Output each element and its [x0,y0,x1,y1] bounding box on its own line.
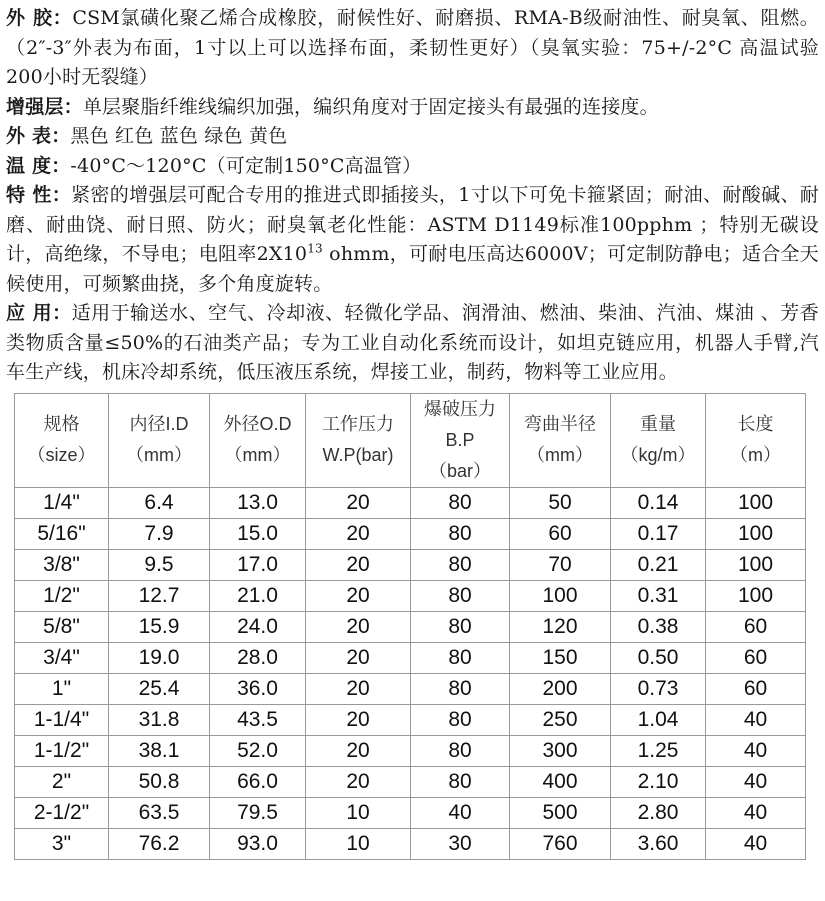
cell-bend-radius: 200 [510,673,611,704]
cell-weight: 0.73 [611,673,706,704]
application-text: 适用于输送水、空气、冷却液、轻微化学品、润滑油、燃油、柴油、汽油、煤油 、芳香类物质含量≤50%的石油类产品；专为工业自动化系统而设计，如坦克链应用，机器人手臂,汽车生产线，机床冷却系统，低压液压系统，焊接工业，制药，物料等工业应用。 [6,302,820,383]
cell-length: 100 [706,487,806,518]
cell-weight: 1.25 [611,735,706,766]
cell-inner-diameter: 31.8 [109,704,210,735]
cell-length: 60 [706,611,806,642]
cell-bend-radius: 250 [510,704,611,735]
header-size: 规格 （size） [15,393,109,487]
header-outer-diameter: 外径O.D （mm） [210,393,306,487]
application-label: 应 用： [6,302,72,324]
features-text-a: 紧密的增强层可配合专用的推进式即插接头，1寸以下可免卡箍紧固；耐油、耐酸碱、耐磨、耐曲饶、耐日照、防火；耐臭氧老化性能：ASTM D1149标准100pphm ；特别无碳设计，高绝缘，不导电；电阻率2X10 [6,184,820,265]
cell-burst-pressure: 80 [411,549,510,580]
cell-inner-diameter: 6.4 [109,487,210,518]
cell-outer-diameter: 66.0 [210,766,306,797]
header-length: 长度 （m） [706,393,806,487]
cell-inner-diameter: 38.1 [109,735,210,766]
cell-inner-diameter: 19.0 [109,642,210,673]
cell-length: 100 [706,549,806,580]
header-working-pressure: 工作压力 W.P(bar) [306,393,411,487]
cell-working-pressure: 20 [306,642,411,673]
cell-length: 40 [706,828,806,859]
cell-working-pressure: 20 [306,518,411,549]
cell-burst-pressure: 80 [411,642,510,673]
cell-bend-radius: 50 [510,487,611,518]
cell-working-pressure: 20 [306,580,411,611]
cell-bend-radius: 760 [510,828,611,859]
cell-size: 2-1/2" [15,797,109,828]
cell-length: 40 [706,735,806,766]
table-row [15,642,806,673]
header-burst-pressure: 爆破压力 B.P （bar） [411,393,510,487]
cell-bend-radius: 500 [510,797,611,828]
temperature-paragraph [6,152,819,182]
surface-paragraph [6,122,819,152]
table-row [15,828,806,859]
table-row [15,673,806,704]
cell-size: 1/2" [15,580,109,611]
cell-burst-pressure: 80 [411,518,510,549]
cell-bend-radius: 60 [510,518,611,549]
cell-outer-diameter: 21.0 [210,580,306,611]
cell-working-pressure: 20 [306,673,411,704]
cell-weight: 0.50 [611,642,706,673]
cell-working-pressure: 20 [306,549,411,580]
table-row [15,735,806,766]
header-bend-radius: 弯曲半径 （mm） [510,393,611,487]
cell-outer-diameter: 43.5 [210,704,306,735]
cell-burst-pressure: 80 [411,580,510,611]
cell-weight: 1.04 [611,704,706,735]
cell-outer-diameter: 28.0 [210,642,306,673]
table-row [15,518,806,549]
cell-burst-pressure: 80 [411,611,510,642]
table-row [15,487,806,518]
cell-burst-pressure: 40 [411,797,510,828]
spec-table-body [15,487,806,859]
cell-weight: 2.80 [611,797,706,828]
cell-outer-diameter: 15.0 [210,518,306,549]
cell-length: 100 [706,580,806,611]
cell-length: 100 [706,518,806,549]
cell-outer-diameter: 17.0 [210,549,306,580]
cell-size: 5/16" [15,518,109,549]
features-text-b: ohmm，可耐电压高达6000V；可定制防静电；适合全天候使用，可频繁曲挠，多个角度旋转。 [6,243,819,295]
cell-inner-diameter: 9.5 [109,549,210,580]
cell-size: 2" [15,766,109,797]
cell-bend-radius: 70 [510,549,611,580]
temperature-text: -40°C～120°C（可定制150°C高温管） [70,154,422,177]
cell-bend-radius: 150 [510,642,611,673]
cell-bend-radius: 400 [510,766,611,797]
resistivity-exponent: 13 [307,241,323,256]
application-paragraph [6,299,819,388]
cell-inner-diameter: 76.2 [109,828,210,859]
features-label: 特 性： [6,184,72,206]
table-row [15,797,806,828]
cell-working-pressure: 20 [306,611,411,642]
cell-weight: 0.17 [611,518,706,549]
cell-working-pressure: 20 [306,735,411,766]
surface-label: 外 表： [6,125,71,147]
cell-inner-diameter: 63.5 [109,797,210,828]
cell-size: 1-1/4" [15,704,109,735]
reinforcement-label: 增强层： [6,95,83,118]
cell-size: 1/4" [15,487,109,518]
cell-length: 40 [706,766,806,797]
cell-outer-diameter: 79.5 [210,797,306,828]
table-row [15,549,806,580]
cell-working-pressure: 20 [306,704,411,735]
header-inner-diameter: 内径I.D （mm） [109,393,210,487]
cell-size: 5/8" [15,611,109,642]
cell-outer-diameter: 24.0 [210,611,306,642]
cell-bend-radius: 100 [510,580,611,611]
cell-weight: 0.38 [611,611,706,642]
cell-inner-diameter: 15.9 [109,611,210,642]
cell-weight: 3.60 [611,828,706,859]
cell-inner-diameter: 7.9 [109,518,210,549]
cell-length: 40 [706,704,806,735]
cell-length: 60 [706,673,806,704]
reinforcement-paragraph [6,93,819,123]
cell-weight: 0.21 [611,549,706,580]
features-paragraph [6,181,819,299]
table-row [15,611,806,642]
cell-burst-pressure: 80 [411,735,510,766]
cell-burst-pressure: 30 [411,828,510,859]
cell-inner-diameter: 25.4 [109,673,210,704]
cell-inner-diameter: 12.7 [109,580,210,611]
cell-length: 40 [706,797,806,828]
cell-working-pressure: 10 [306,828,411,859]
reinforcement-text: 单层聚脂纤维线编织加强，编织角度对于固定接头有最强的连接度。 [82,95,659,118]
cell-burst-pressure: 80 [411,487,510,518]
cell-bend-radius: 120 [510,611,611,642]
table-row [15,580,806,611]
temperature-label: 温 度： [6,154,71,177]
cell-burst-pressure: 80 [411,766,510,797]
cell-weight: 0.31 [611,580,706,611]
spec-table [14,393,806,860]
cell-outer-diameter: 93.0 [210,828,306,859]
cell-burst-pressure: 80 [411,673,510,704]
cell-outer-diameter: 52.0 [210,735,306,766]
cell-size: 3" [15,828,109,859]
outer-rubber-paragraph [6,4,819,93]
cell-working-pressure: 20 [306,487,411,518]
spec-table-header [15,393,806,487]
cell-size: 3/4" [15,642,109,673]
header-weight: 重量 （kg/m） [611,393,706,487]
cell-burst-pressure: 80 [411,704,510,735]
cell-bend-radius: 300 [510,735,611,766]
cell-outer-diameter: 36.0 [210,673,306,704]
cell-size: 1-1/2" [15,735,109,766]
cell-working-pressure: 10 [306,797,411,828]
cell-weight: 0.14 [611,487,706,518]
surface-text: 黑色 红色 蓝色 绿色 黄色 [70,125,288,147]
outer-rubber-label: 外 胶： [6,7,73,29]
cell-inner-diameter: 50.8 [109,766,210,797]
cell-weight: 2.10 [611,766,706,797]
cell-length: 60 [706,642,806,673]
cell-size: 1" [15,673,109,704]
outer-rubber-text: CSM氯磺化聚乙烯合成橡胶，耐候性好、耐磨损、RMA-B级耐油性、耐臭氧、阻燃。（2″-3″外表为布面，1寸以上可以选择布面，柔韧性更好）（臭氧实验：75+/-2°C 高温试验200小时无裂缝） [6,7,820,88]
cell-size: 3/8" [15,549,109,580]
cell-outer-diameter: 13.0 [210,487,306,518]
table-row [15,766,806,797]
table-row [15,704,806,735]
cell-working-pressure: 20 [306,766,411,797]
